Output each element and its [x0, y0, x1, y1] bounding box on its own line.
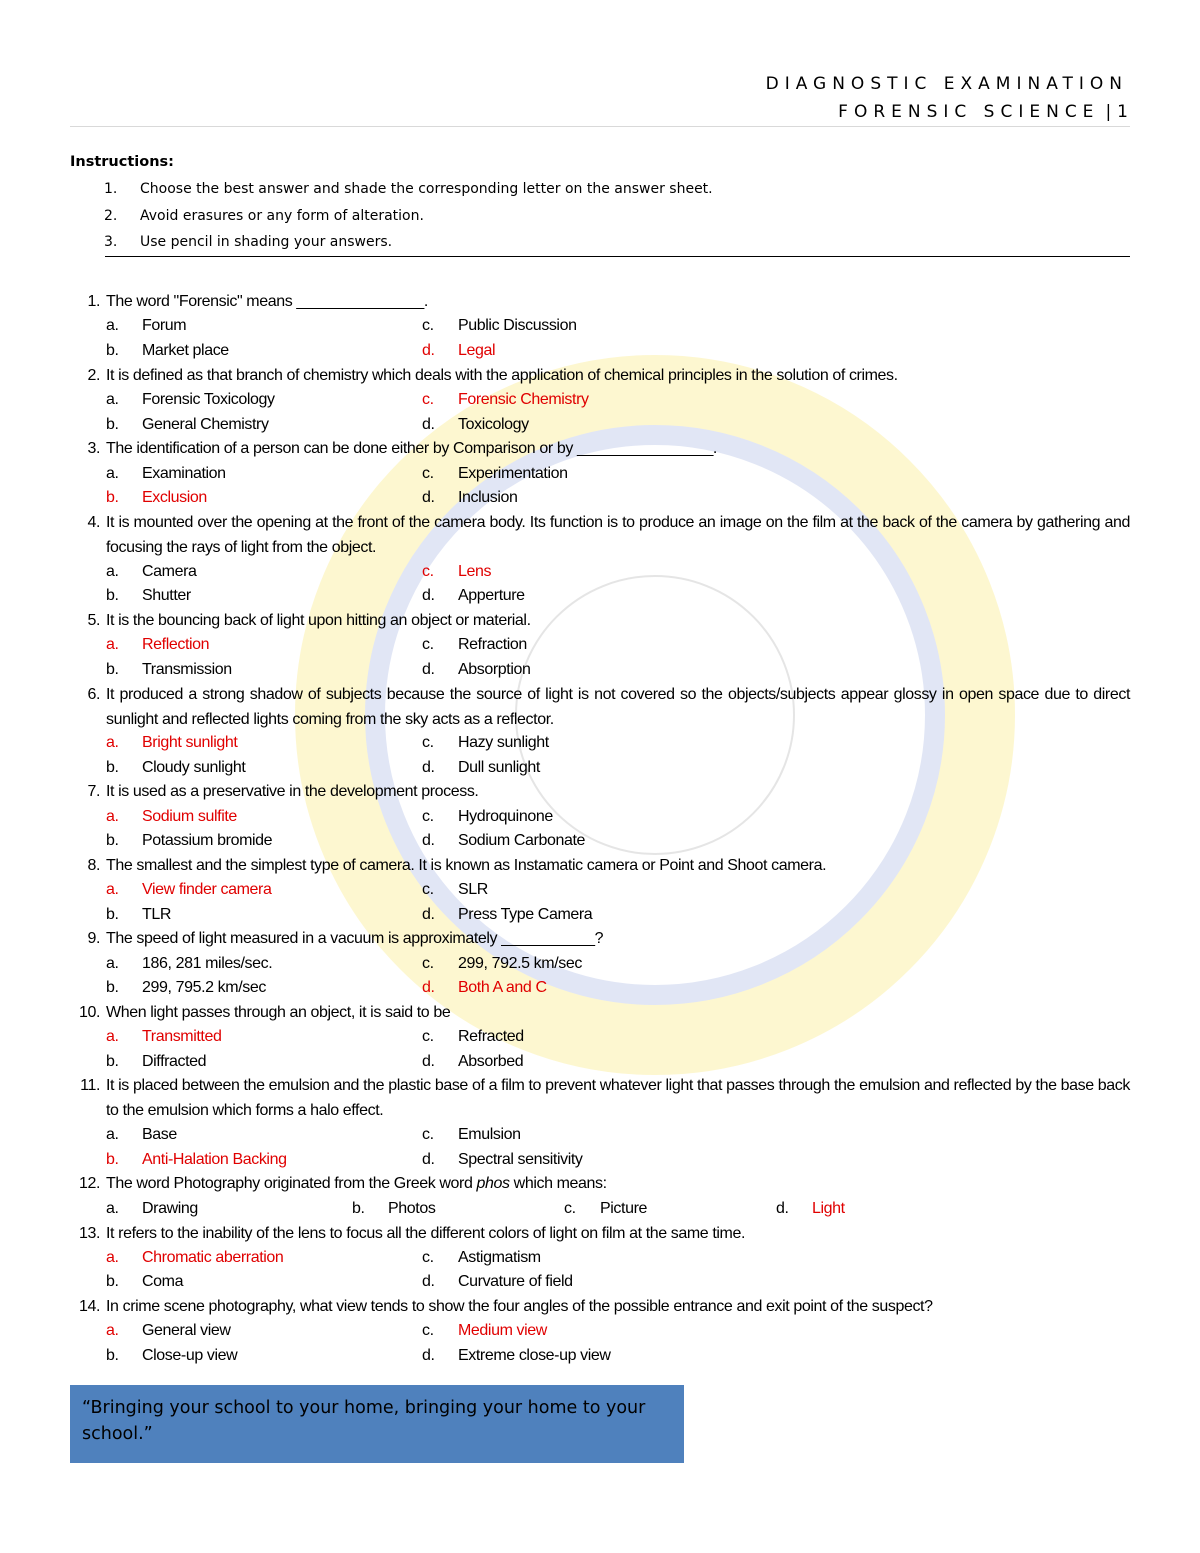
- option-a-answer: a. Sodium sulfite: [106, 808, 237, 825]
- option-c: c. Experimentation: [422, 465, 568, 482]
- option-d: d. Sodium Carbonate: [422, 832, 586, 849]
- option-b: b. Market place: [106, 342, 229, 359]
- option-c-answer: c. Forensic Chemistry: [422, 391, 589, 408]
- option-c: c. Refracted: [422, 1028, 524, 1045]
- option-d: d. Extreme close-up view: [422, 1347, 611, 1364]
- option-b: b. Transmission: [106, 661, 232, 678]
- option-a-answer: a. Bright sunlight: [106, 734, 238, 751]
- option-a-answer: a. Chromatic aberration: [106, 1249, 284, 1266]
- option-a: a. Drawing: [106, 1200, 198, 1217]
- option-c: c. Refraction: [422, 636, 527, 653]
- option-d: d. Absorbed: [422, 1053, 524, 1070]
- option-d: d. Dull sunlight: [422, 759, 540, 776]
- option-c: c. Astigmatism: [422, 1249, 541, 1266]
- option-a-answer: a. General view: [106, 1322, 231, 1339]
- option-b: b. Potassium bromide: [106, 832, 273, 849]
- header-rule: [70, 126, 1130, 127]
- option-d: d. Absorption: [422, 661, 531, 678]
- option-b-answer: b. Anti-Halation Backing: [106, 1151, 287, 1168]
- option-c: c. 299, 792.5 km/sec: [422, 955, 582, 972]
- instruction-item: 3. Use pencil in shading your answers.: [104, 234, 393, 250]
- instruction-item: 2. Avoid erasures or any form of alteration.: [104, 208, 424, 224]
- option-d: d. Toxicology: [422, 416, 529, 433]
- page-number: 1: [1117, 102, 1128, 122]
- option-b: b. 299, 795.2 km/sec: [106, 979, 266, 996]
- option-d: d. Press Type Camera: [422, 906, 593, 923]
- header-title: DIAGNOSTIC EXAMINATION: [765, 74, 1128, 94]
- option-c: c. SLR: [422, 881, 488, 898]
- option-c: c. Emulsion: [422, 1126, 521, 1143]
- option-d-answer: d. Light: [776, 1200, 845, 1217]
- option-b: b. Close-up view: [106, 1347, 238, 1364]
- option-a: a. Base: [106, 1126, 177, 1143]
- option-b: b. Coma: [106, 1273, 184, 1290]
- instructions-rule: [105, 256, 1130, 257]
- option-d-answer: d. Legal: [422, 342, 496, 359]
- option-a-answer: a. Reflection: [106, 636, 210, 653]
- option-d: d. Apperture: [422, 587, 525, 604]
- option-a: a. Forensic Toxicology: [106, 391, 275, 408]
- option-a: a. 186, 281 miles/sec.: [106, 955, 273, 972]
- option-b: b. TLR: [106, 906, 172, 923]
- option-b: b. Diffracted: [106, 1053, 207, 1070]
- option-c: c. Public Discussion: [422, 317, 577, 334]
- option-c-answer: c. Lens: [422, 563, 492, 580]
- header-subtitle: [838, 102, 1128, 122]
- option-a-answer: a. View finder camera: [106, 881, 272, 898]
- footer-quote-box: [70, 1385, 684, 1463]
- header-subject: FORENSIC SCIENCE: [838, 102, 1100, 122]
- option-d: d. Curvature of field: [422, 1273, 573, 1290]
- option-a: a. Camera: [106, 563, 197, 580]
- header-separator: |: [1105, 102, 1112, 122]
- instructions-title: Instructions:: [70, 154, 174, 170]
- option-a: a. Examination: [106, 465, 226, 482]
- option-b: b. Shutter: [106, 587, 191, 604]
- option-d-answer: d. Both A and C: [422, 979, 547, 996]
- option-c: c. Picture: [564, 1200, 647, 1217]
- option-a-answer: a. Transmitted: [106, 1028, 222, 1045]
- option-a: a. Forum: [106, 317, 187, 334]
- option-c: c. Medium view: [422, 1322, 547, 1339]
- option-d: d. Spectral sensitivity: [422, 1151, 583, 1168]
- option-b: b. Cloudy sunlight: [106, 759, 246, 776]
- option-b-answer: b. Exclusion: [106, 489, 207, 506]
- instruction-item: 1. Choose the best answer and shade the corresponding letter on the answer sheet.: [104, 181, 713, 197]
- option-b: b. Photos: [352, 1200, 436, 1217]
- option-c: c. Hazy sunlight: [422, 734, 549, 751]
- footer-quote: “Bringing your school to your home, bringing your home to your school.”: [82, 1398, 646, 1444]
- option-c: c. Hydroquinone: [422, 808, 553, 825]
- option-b: b. General Chemistry: [106, 416, 269, 433]
- option-d: d. Inclusion: [422, 489, 518, 506]
